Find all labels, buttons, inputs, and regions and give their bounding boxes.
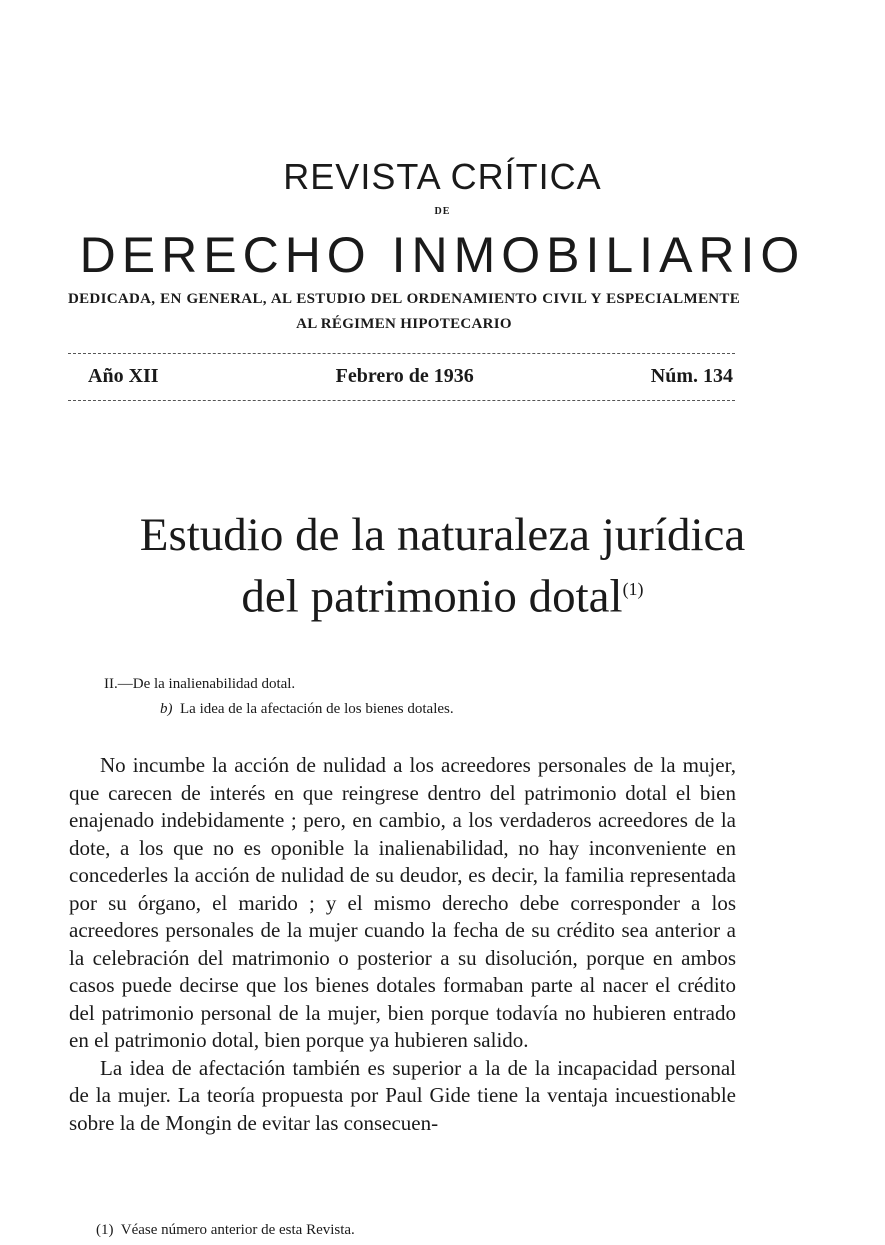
footnote (96, 1222, 355, 1239)
body-paragraph-2: La idea de afectación también es superior a la de la incapacidad personal de la mujer. La teoría propuesta por Paul Gide tiene la ventaja incuestionable sobre la de Mongin de evitar las consecuen- (69, 1055, 736, 1135)
journal-title-connector: DE (434, 206, 451, 217)
body-paragraph-1: No incumbe la acción de nulidad a los acreedores personales de la mujer, que carecen de interés en que reingrese dentro del patrimonio dotal el bien enajenado indebidamente ; pero, en cambio, a los verdaderos acreedores de la dote, a los que no es oponible la inalienabilidad, no hay inconveniente en concederles la acción de nulidad de su deudor, es decir, la familia representada por su órgano, el marido ; y el mismo derecho debe corresponder a los acreedores personales de la mujer cuando la fecha de su crédito sea anterior a la celebración del matrimonio o posterior a su disolución, porque en ambos casos puede decirse que los bienes dotales formaban parte al nacer el crédito del patrimonio personal de la mujer, bien porque todavía no hubieren entrado en el patrimonio dotal, bien porque ya hubieren salido. (69, 753, 736, 1052)
article-title (0, 508, 885, 624)
journal-title-line2: DERECHO INMOBILIARIO (79, 227, 806, 283)
journal-title-line1: REVISTA CRÍTICA (283, 156, 602, 197)
article-body (69, 752, 736, 1137)
header-rule-top (68, 353, 735, 354)
issue-number: Núm. 134 (650, 365, 733, 387)
article-title-line2-wrap (0, 562, 885, 624)
subsection-letter: b) (160, 701, 173, 717)
footnote-text: Véase número anterior de esta Revista. (120, 1222, 355, 1238)
subsection-heading (160, 701, 454, 718)
journal-subtitle: DEDICADA, EN GENERAL, AL ESTUDIO DEL ORDENAMIENTO CIVIL Y ESPECIALMENTE AL RÉGIMEN HIPOTECARIO (68, 291, 740, 332)
article-footnote-marker: (1) (622, 579, 644, 599)
issue-year: Año XII (88, 365, 159, 387)
article-title-line2: del patrimonio dotal (241, 570, 623, 623)
subsection-title: La idea de la afectación de los bienes dotales. (180, 701, 454, 717)
article-title-line1: Estudio de la naturaleza jurídica (139, 509, 746, 561)
issue-info-row (88, 365, 733, 388)
header-rule-bottom (68, 400, 735, 401)
section-heading: II.—De la inalienabilidad dotal. (104, 676, 296, 692)
footnote-marker: (1) (96, 1222, 114, 1238)
issue-date: Febrero de 1936 (335, 365, 474, 387)
